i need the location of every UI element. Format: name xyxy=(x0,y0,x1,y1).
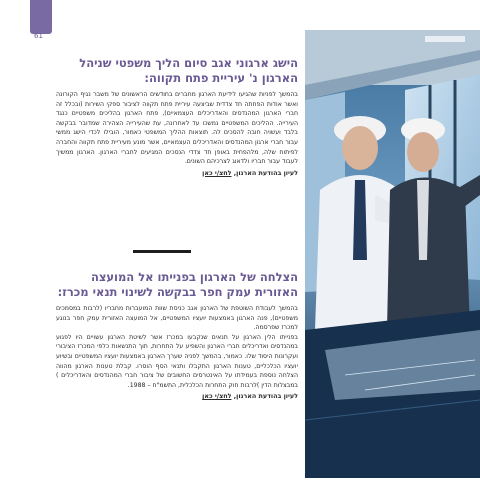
section-divider xyxy=(133,250,191,253)
section-petah-tikva xyxy=(56,56,298,178)
read-more-link[interactable]: לחצ/י כאן xyxy=(202,168,232,177)
read-more-line xyxy=(56,168,298,178)
page-tab-decoration xyxy=(30,0,52,34)
engineers-photo xyxy=(305,30,480,478)
section-title-line1: הצלחה של הארגון בפנייתו אל המועצה xyxy=(90,270,298,284)
section-body-paragraph-1: בהמשך לעבודת השוטפת של הארגון אגב כניסת שוות המועברות מחבריו (לרבות במסמכים משפטיים), פנה הארגון באמצעות יועציו המשפטיים, אל המועצה האזורית עמק חפר בנוגע למכרז שפרסמה. xyxy=(56,305,298,332)
section-body: בהמשך לפניות שהגיעו לידיעת הארגון מחברים בחודשים הראשונים של משבר נגיף הקורונה ואשר אודות הפחתה חד צדדית שביצעה עיריית פתח תקווה לציבור ספקי השירות (ובכלל זה חברי הארגון המהנדסים והאדריכלים העצמאיים), פתח הארגון בהליכים משפטיים כנגד העירייה. ההליכים המשפטיים נמשכו עד לאחרונה, עת שהעירייה הצהירה שמדובר בבקשה בלבד ועשויה חובה להסכים לה. תוצאות ההליך המשפטי כאמור, הובילו לכדי הישג ממשי עבור חברי ארגון המהנדסים והאדריכלים העצמאיים, אשר מונע מעיריית פתח תקווה והחברה לפיתוח שלה, מלהפחית באופן חד צדדי הנסכים המגיעים לחברי הארגון. הארגון ממשיך לעבוד עבור חבריו ולדאוג לצרכיהם השונים. xyxy=(56,91,298,166)
section-title xyxy=(56,56,298,86)
section-title-line1: הישג ארגוני אגב סיום הליך משפטי שניהל xyxy=(79,56,298,70)
section-title-line2: האזורית עמק חפר בבקשה לשינוי תנאי מכרז: xyxy=(57,285,298,299)
read-more-prefix: לעיון בהודעת הארגון, xyxy=(233,168,298,177)
section-emek-hefer xyxy=(56,270,298,401)
page-number: 61 xyxy=(34,32,43,40)
read-more-prefix: לעיון בהודעת הארגון, xyxy=(233,392,298,401)
section-body-paragraph-2: בפנייתו הלין הארגון על תנאים שנקבעו במכרז אשר לשיטת הארגון עשויים היו לפגוע במהנדסים ואדריכלים חברי הארגון והשפיע על התחרות, תוך התנשאות כלפי המכרז הציבורי ועקרונות היסוד שלו. כאמור, בהמשך לפניה שערך הארגון באמצעות יועציו המשפטיים ובשיוע יועציו הכלכליים, טענות הארגון התקבלו ותנאי הסף הוסרו. קבלת טענות הארגון מהווה הצלחה נוספת בעמידתו על האינטרסים החשובים של ציבור חברי המהנדסים והאדריכלים ) במבצלות הדין )לרבות חוק התחרות הכלכלית, התשמ"ח – 1988. xyxy=(56,333,298,389)
read-more-line xyxy=(56,391,298,401)
section-title-line2: הארגון נ' עיריית פתח תקווה: xyxy=(144,71,298,85)
read-more-link[interactable]: לחצ/י כאן xyxy=(202,392,232,401)
section-title xyxy=(56,270,298,300)
